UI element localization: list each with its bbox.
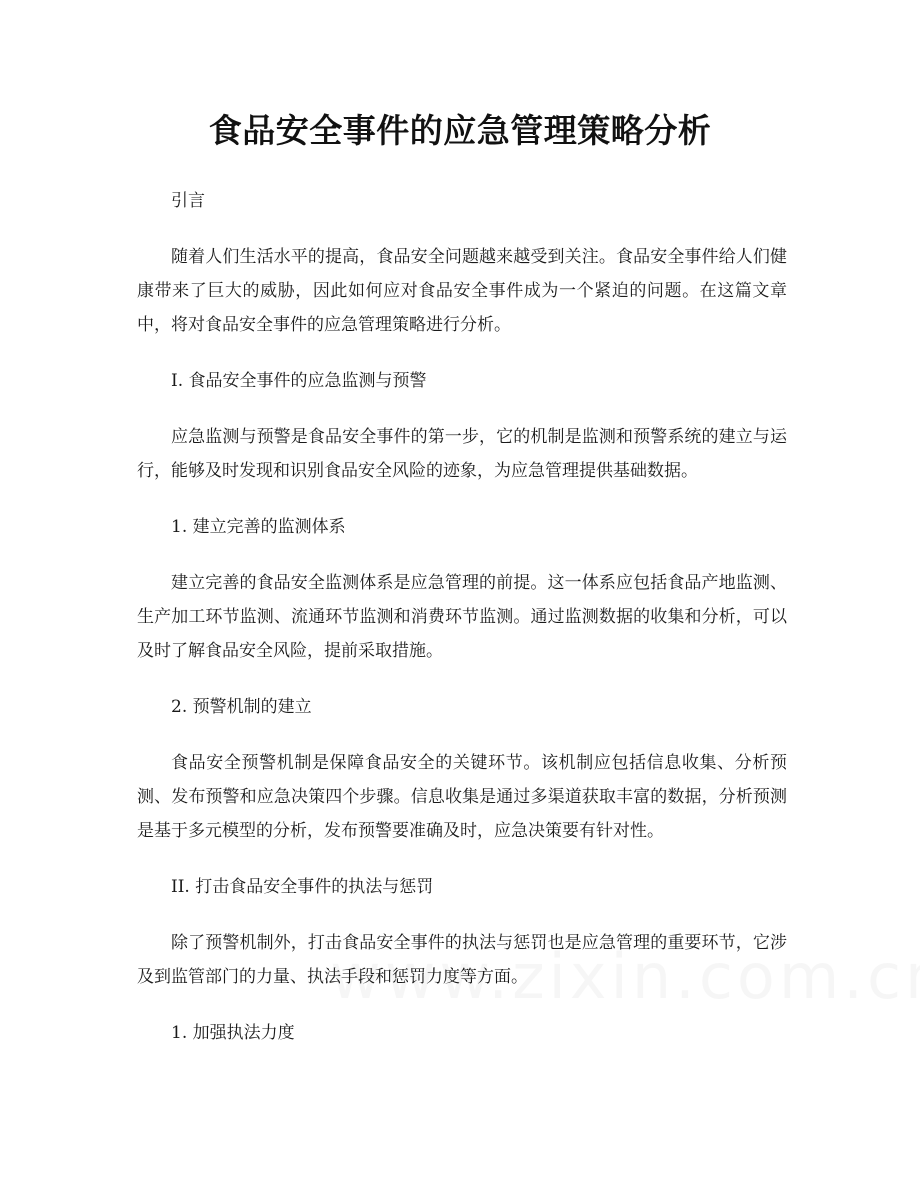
paragraph-intro: 随着人们生活水平的提高，食品安全问题越来越受到关注。食品安全事件给人们健康带来了巨大的威胁，因此如何应对食品安全事件成为一个紧迫的问题。在这篇文章中，将对食品安全事件的应急管理策略进行分析。: [137, 247, 787, 335]
subsection-heading-warning: 2. 预警机制的建立: [171, 697, 312, 717]
document-body: [137, 184, 787, 1072]
subsection-heading-strengthen: 1. 加强执法力度: [171, 1023, 295, 1043]
section-heading-enforcement: II. 打击食品安全事件的执法与惩罚: [171, 877, 434, 897]
paragraph-system: 建立完善的食品安全监测体系是应急管理的前提。这一体系应包括食品产地监测、生产加工环节监测、流通环节监测和消费环节监测。通过监测数据的收集和分析，可以及时了解食品安全风险，提前采取措施。: [137, 573, 787, 661]
section-heading-monitoring: I. 食品安全事件的应急监测与预警: [171, 371, 427, 391]
page-title: 食品安全事件的应急管理策略分析: [208, 111, 712, 150]
section-heading-intro: 引言: [171, 191, 205, 211]
subsection-heading-system: 1. 建立完善的监测体系: [171, 517, 346, 537]
paragraph-warning: 食品安全预警机制是保障食品安全的关键环节。该机制应包括信息收集、分析预测、发布预警和应急决策四个步骤。信息收集是通过多渠道获取丰富的数据，分析预测是基于多元模型的分析，发布预警要准确及时，应急决策要有针对性。: [137, 753, 787, 841]
paragraph-monitoring: 应急监测与预警是食品安全事件的第一步，它的机制是监测和预警系统的建立与运行，能够及时发现和识别食品安全风险的迹象，为应急管理提供基础数据。: [137, 427, 787, 481]
paragraph-enforcement: 除了预警机制外，打击食品安全事件的执法与惩罚也是应急管理的重要环节，它涉及到监管部门的力量、执法手段和惩罚力度等方面。: [137, 933, 787, 987]
